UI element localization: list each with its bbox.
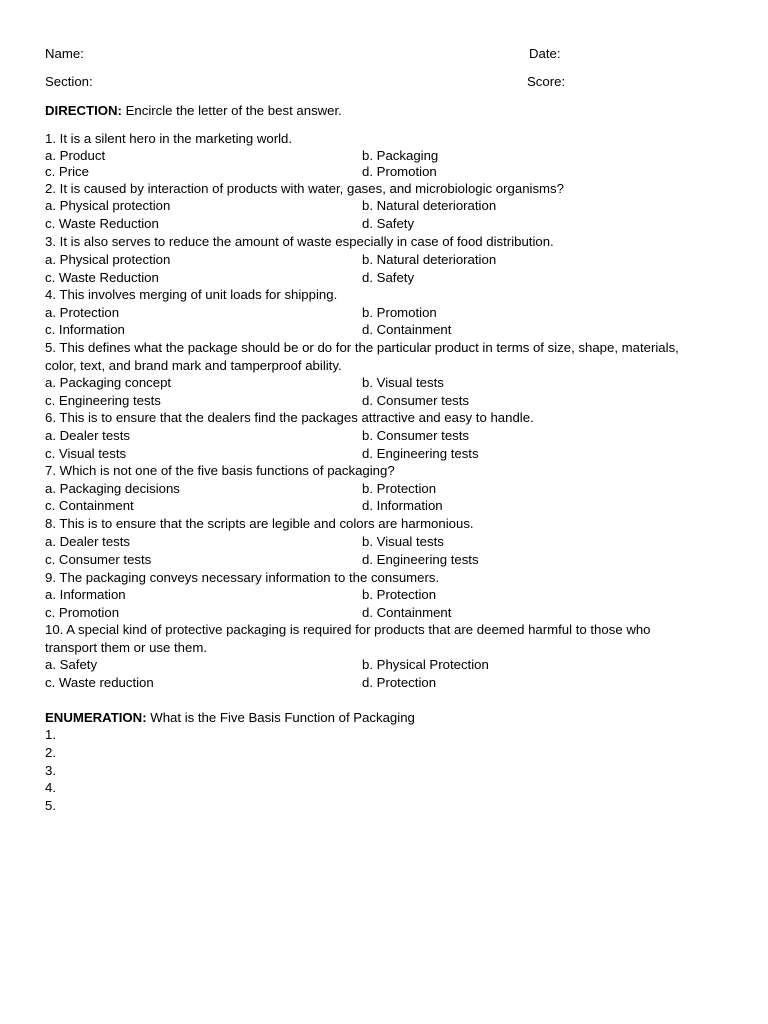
score-label: Score:: [527, 74, 566, 89]
question-2-option-d[interactable]: d. Safety: [362, 216, 415, 231]
question-4-stem: 4. This involves merging of unit loads for shipping.: [45, 287, 338, 302]
question-8-option-d[interactable]: d. Engineering tests: [362, 552, 479, 567]
question-9-option-d[interactable]: d. Containment: [362, 605, 452, 620]
question-9-option-a[interactable]: a. Information: [45, 587, 126, 602]
question-6-option-a[interactable]: a. Dealer tests: [45, 428, 131, 443]
name-label: Name:: [45, 46, 84, 61]
question-1-stem: 1. It is a silent hero in the marketing world.: [45, 131, 293, 146]
question-1-option-c[interactable]: c. Price: [45, 164, 89, 179]
question-2-stem: 2. It is caused by interaction of products with water, gases, and microbiologic organisms?: [45, 181, 564, 196]
question-7-option-c[interactable]: c. Containment: [45, 498, 134, 513]
enumeration-item-1[interactable]: 1.: [45, 727, 56, 742]
enumeration-text: What is the Five Basis Function of Packaging: [146, 710, 415, 725]
question-5-option-d[interactable]: d. Consumer tests: [362, 393, 470, 408]
question-10-option-d[interactable]: d. Protection: [362, 675, 437, 690]
question-6-option-d[interactable]: d. Engineering tests: [362, 446, 479, 461]
question-6-option-c[interactable]: c. Visual tests: [45, 446, 127, 461]
question-3-option-a[interactable]: a. Physical protection: [45, 252, 171, 267]
question-5-stem-line-2: color, text, and brand mark and tamperproof ability.: [45, 358, 342, 373]
question-1-option-a[interactable]: a. Product: [45, 148, 106, 163]
question-7-option-a[interactable]: a. Packaging decisions: [45, 481, 180, 496]
question-10-stem-line-1: 10. A special kind of protective packaging is required for products that are deemed harmful to those who: [45, 622, 651, 637]
enumeration-item-2[interactable]: 2.: [45, 745, 56, 760]
direction-label: DIRECTION:: [45, 103, 122, 118]
question-9-option-b[interactable]: b. Protection: [362, 587, 437, 602]
question-10-option-a[interactable]: a. Safety: [45, 657, 98, 672]
question-2-option-b[interactable]: b. Natural deterioration: [362, 198, 497, 213]
question-3-option-b[interactable]: b. Natural deterioration: [362, 252, 497, 267]
question-3-stem: 3. It is also serves to reduce the amount of waste especially in case of food distribution.: [45, 234, 554, 249]
question-7-option-d[interactable]: d. Information: [362, 498, 443, 513]
question-6-option-b[interactable]: b. Consumer tests: [362, 428, 470, 443]
question-5-option-c[interactable]: c. Engineering tests: [45, 393, 161, 408]
enumeration-item-4[interactable]: 4.: [45, 780, 56, 795]
question-7-option-b[interactable]: b. Protection: [362, 481, 437, 496]
question-9-option-c[interactable]: c. Promotion: [45, 605, 120, 620]
enumeration-item-3[interactable]: 3.: [45, 763, 56, 778]
question-5-stem-line-1: 5. This defines what the package should be or do for the particular product in terms of size, shape, materials,: [45, 340, 679, 355]
question-5-option-b[interactable]: b. Visual tests: [362, 375, 444, 390]
question-2-option-a[interactable]: a. Physical protection: [45, 198, 171, 213]
question-8-option-c[interactable]: c. Consumer tests: [45, 552, 152, 567]
question-10-option-b[interactable]: b. Physical Protection: [362, 657, 489, 672]
question-4-option-a[interactable]: a. Protection: [45, 305, 120, 320]
enumeration-line: [45, 710, 415, 726]
question-2-option-c[interactable]: c. Waste Reduction: [45, 216, 159, 231]
question-6-stem: 6. This is to ensure that the dealers find the packages attractive and easy to handle.: [45, 410, 534, 425]
question-1-option-b[interactable]: b. Packaging: [362, 148, 439, 163]
direction-line: [45, 103, 342, 119]
question-10-stem-line-2: transport them or use them.: [45, 640, 207, 655]
question-9-stem: 9. The packaging conveys necessary information to the consumers.: [45, 570, 440, 585]
enumeration-label: ENUMERATION:: [45, 710, 147, 725]
question-3-option-c[interactable]: c. Waste Reduction: [45, 270, 159, 285]
direction-text: Encircle the letter of the best answer.: [121, 103, 342, 118]
question-4-option-c[interactable]: c. Information: [45, 322, 125, 337]
date-label: Date:: [529, 46, 561, 61]
question-3-option-d[interactable]: d. Safety: [362, 270, 415, 285]
question-4-option-d[interactable]: d. Containment: [362, 322, 452, 337]
question-8-option-a[interactable]: a. Dealer tests: [45, 534, 131, 549]
question-8-stem: 8. This is to ensure that the scripts are legible and colors are harmonious.: [45, 516, 474, 531]
question-7-stem: 7. Which is not one of the five basis functions of packaging?: [45, 463, 395, 478]
section-label: Section:: [45, 74, 93, 89]
question-8-option-b[interactable]: b. Visual tests: [362, 534, 444, 549]
question-4-option-b[interactable]: b. Promotion: [362, 305, 437, 320]
question-10-option-c[interactable]: c. Waste reduction: [45, 675, 154, 690]
question-5-option-a[interactable]: a. Packaging concept: [45, 375, 172, 390]
question-1-option-d[interactable]: d. Promotion: [362, 164, 437, 179]
enumeration-item-5[interactable]: 5.: [45, 798, 56, 813]
